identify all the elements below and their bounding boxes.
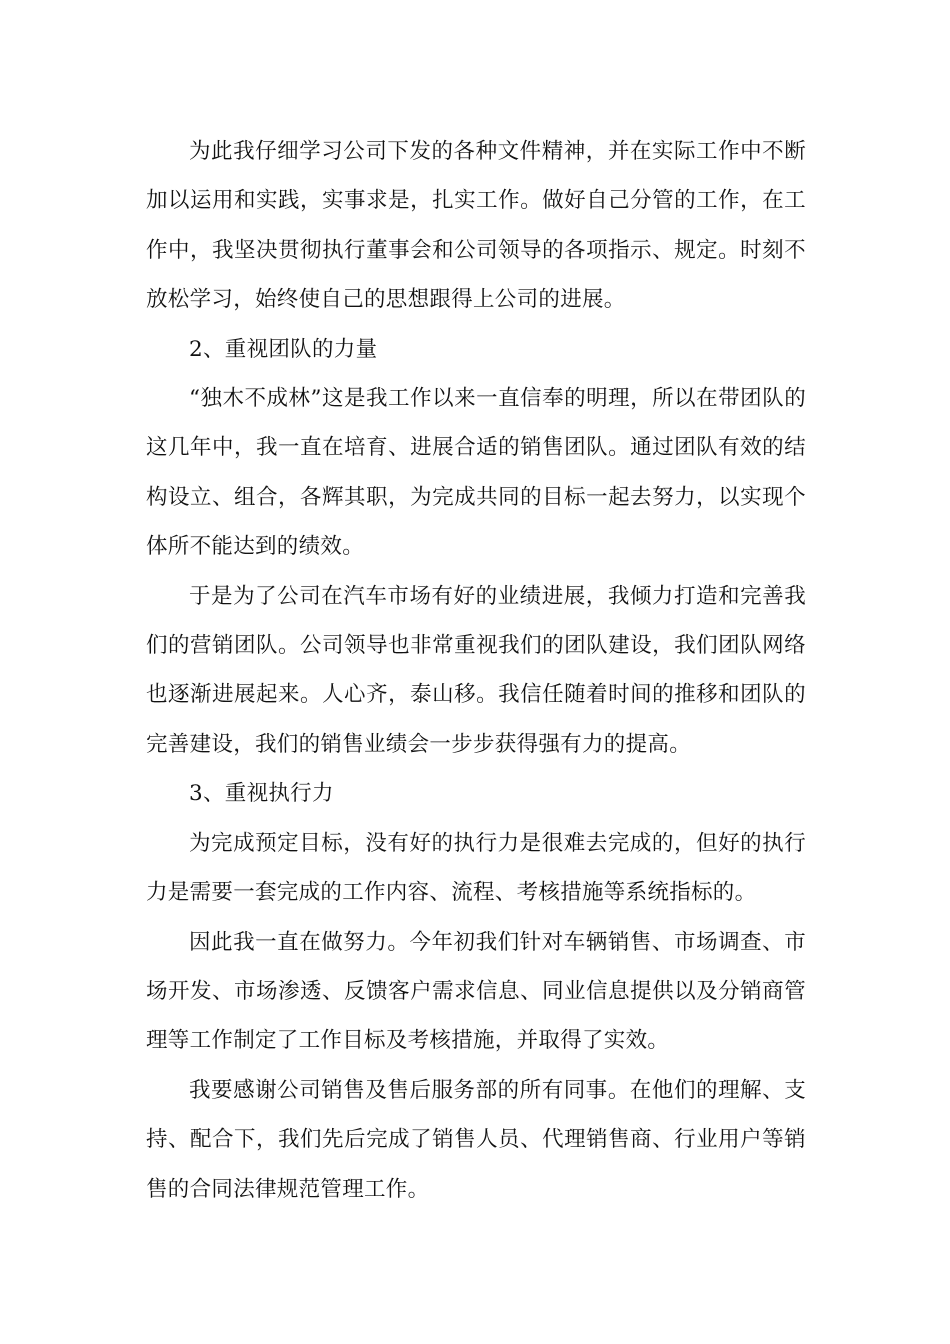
section-heading-team: 2、重视团队的力量 xyxy=(189,336,378,362)
section-heading-execution: 3、重视执行力 xyxy=(189,781,334,807)
paragraph-team-building: “独木不成林”这是我工作以来一直信奉的明理，所以在带团队的这几年中，我一直在培育、进展合适的销售团队。通过团队有效的结构设立、组合，各辉其职，为完成共同的目标一起去努力，以实现个体所不能达到的绩效。 xyxy=(146,386,806,560)
paragraph-thanks: 我要感谢公司销售及售后服务部的所有同事。在他们的理解、支持、配合下，我们先后完成了销售人员、代理销售商、行业用户等销售的合同法律规范管理工作。 xyxy=(146,1077,806,1202)
paragraph-marketing-team: 于是为了公司在汽车市场有好的业绩进展，我倾力打造和完善我们的营销团队。公司领导也非常重视我们的团队建设，我们团队网络也逐渐进展起来。人心齐，泰山移。我信任随着时间的推移和团队的完善建设，我们的销售业绩会一步步获得强有力的提高。 xyxy=(146,583,806,757)
paragraph-execution: 为完成预定目标，没有好的执行力是很难去完成的，但好的执行力是需要一套完成的工作内容、流程、考核措施等系统指标的。 xyxy=(146,830,806,906)
paragraph-targets: 因此我一直在做努力。今年初我们针对车辆销售、市场调查、市场开发、市场渗透、反馈客户需求信息、同业信息提供以及分销商管理等工作制定了工作目标及考核措施，并取得了实效。 xyxy=(146,929,806,1054)
paragraph-study: 为此我仔细学习公司下发的各种文件精神，并在实际工作中不断加以运用和实践，实事求是，扎实工作。做好自己分管的工作，在工作中，我坚决贯彻执行董事会和公司领导的各项指示、规定。时刻不放松学习，始终使自己的思想跟得上公司的进展。 xyxy=(146,139,806,313)
document-body xyxy=(146,127,806,1214)
